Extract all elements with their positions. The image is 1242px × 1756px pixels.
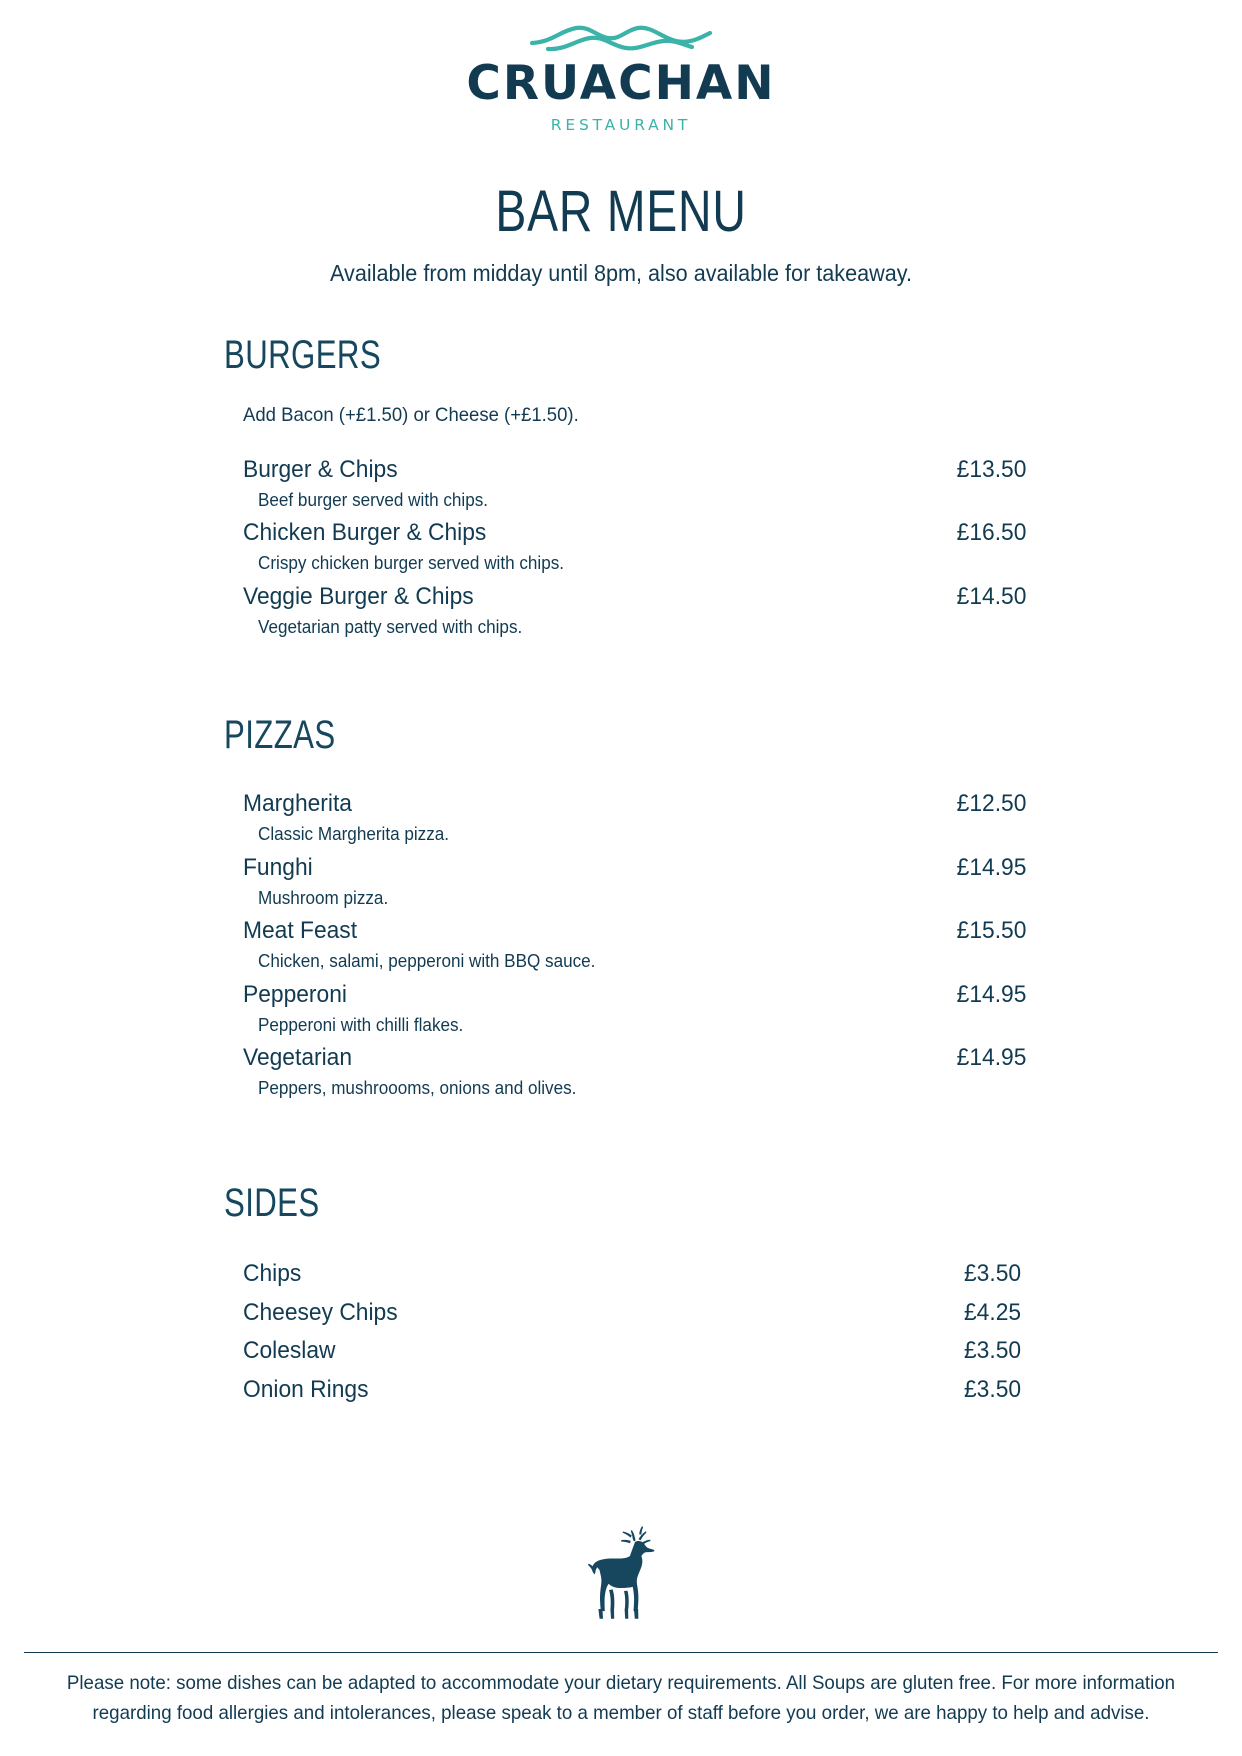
menu-item-description: Vegetarian patty served with chips.: [258, 616, 523, 637]
menu-item-price: £15.50: [956, 917, 1026, 945]
menu-item-price: £14.95: [956, 980, 1026, 1008]
menu-item-price: £3.50: [963, 1337, 1021, 1365]
menu-item-description: Classic Margherita pizza.: [258, 824, 450, 845]
section-pizzas: [224, 713, 1026, 1100]
item-list-sides: [224, 1255, 1026, 1411]
menu-item-description: Pepperoni with chilli flakes.: [258, 1014, 464, 1035]
menu-item-price: £14.95: [956, 1044, 1026, 1072]
menu-item: [224, 851, 1026, 910]
menu-item: [224, 453, 1026, 512]
brand-wordmark: CRUACHAN: [466, 56, 776, 111]
menu-item: [224, 1371, 1026, 1410]
menu-item: [224, 787, 1026, 846]
menu-item-row: [224, 1332, 1026, 1371]
menu-item: [224, 516, 1026, 575]
menu-item-name: Chips: [243, 1259, 302, 1287]
menu-item-row: [224, 516, 1026, 550]
menu-item-name: Coleslaw: [243, 1337, 336, 1365]
menu-item: [224, 1294, 1026, 1333]
page-title: BAR MENU: [495, 179, 747, 244]
brand-logo: [0, 0, 1242, 134]
menu-item-price: £14.95: [956, 853, 1026, 881]
menu-item-name: Burger & Chips: [243, 455, 398, 483]
menu-item-description: Beef burger served with chips.: [258, 489, 489, 510]
stag-logo-wrap: [0, 1512, 1242, 1627]
menu-item-row: [224, 1041, 1026, 1075]
menu-item: [224, 978, 1026, 1037]
section-title-burgers: BURGERS: [224, 332, 382, 377]
page-subtitle: Available from midday until 8pm, also available for takeaway.: [329, 259, 913, 286]
stag-icon: [578, 1512, 664, 1622]
menu-item-price: £14.50: [956, 582, 1026, 610]
section-title-pizzas: PIZZAS: [224, 713, 336, 758]
menu-item-row: [224, 580, 1026, 614]
menu-item-name: Onion Rings: [243, 1376, 369, 1404]
menu-item-row: [224, 978, 1026, 1012]
menu-item-price: £12.50: [956, 790, 1026, 818]
menu-item-price: £4.25: [963, 1298, 1021, 1326]
menu-item: [224, 1332, 1026, 1371]
menu-item-row: [224, 453, 1026, 487]
menu-item-row: [224, 1294, 1026, 1333]
menu-item-description: Mushroom pizza.: [258, 887, 389, 908]
menu-item-price: £13.50: [956, 455, 1026, 483]
menu-item-name: Cheesey Chips: [243, 1298, 398, 1326]
brand-subtitle: RESTAURANT: [550, 116, 692, 134]
menu-item-name: Margherita: [243, 790, 352, 818]
menu-item-name: Funghi: [243, 853, 313, 881]
wave-mountain-icon: [526, 18, 716, 58]
menu-item-price: £3.50: [963, 1376, 1021, 1404]
menu-item-row: [224, 1371, 1026, 1410]
footer-note: [24, 1652, 1218, 1728]
footer-line-2: regarding food allergies and intolerances, please speak to a member of staff before you order, we are happy to help and advise.: [92, 1701, 1150, 1724]
item-list-pizzas: [224, 787, 1026, 1100]
menu-item-description: Crispy chicken burger served with chips.: [258, 553, 565, 574]
item-list-burgers: [224, 453, 1026, 639]
menu-item-description: Chicken, salami, pepperoni with BBQ sauce.: [258, 951, 596, 972]
menu-item: [224, 1255, 1026, 1294]
menu-item-row: [224, 851, 1026, 885]
menu-item-price: £3.50: [963, 1259, 1021, 1287]
section-sides: [224, 1181, 1026, 1411]
menu-item-row: [224, 1255, 1026, 1294]
section-burgers: [224, 333, 1026, 639]
section-title-sides: SIDES: [224, 1180, 320, 1225]
section-note-burgers: Add Bacon (+£1.50) or Cheese (+£1.50).: [243, 403, 579, 426]
menu-item-row: [224, 914, 1026, 948]
menu-item-price: £16.50: [956, 519, 1026, 547]
menu-item-description: Peppers, mushroooms, onions and olives.: [258, 1078, 577, 1099]
menu-item-name: Vegetarian: [243, 1044, 353, 1072]
menu-content: [216, 333, 1026, 1410]
menu-item-name: Pepperoni: [243, 980, 347, 1008]
menu-item-name: Chicken Burger & Chips: [243, 519, 487, 547]
footer-line-1: Please note: some dishes can be adapted to accommodate your dietary requirements. All Soups are gluten free. For more information: [66, 1672, 1176, 1694]
menu-item-row: [224, 787, 1026, 821]
menu-item-name: Meat Feast: [243, 917, 358, 945]
menu-item: [224, 580, 1026, 639]
menu-item: [224, 1041, 1026, 1100]
menu-item: [224, 914, 1026, 973]
menu-item-name: Veggie Burger & Chips: [243, 582, 474, 610]
